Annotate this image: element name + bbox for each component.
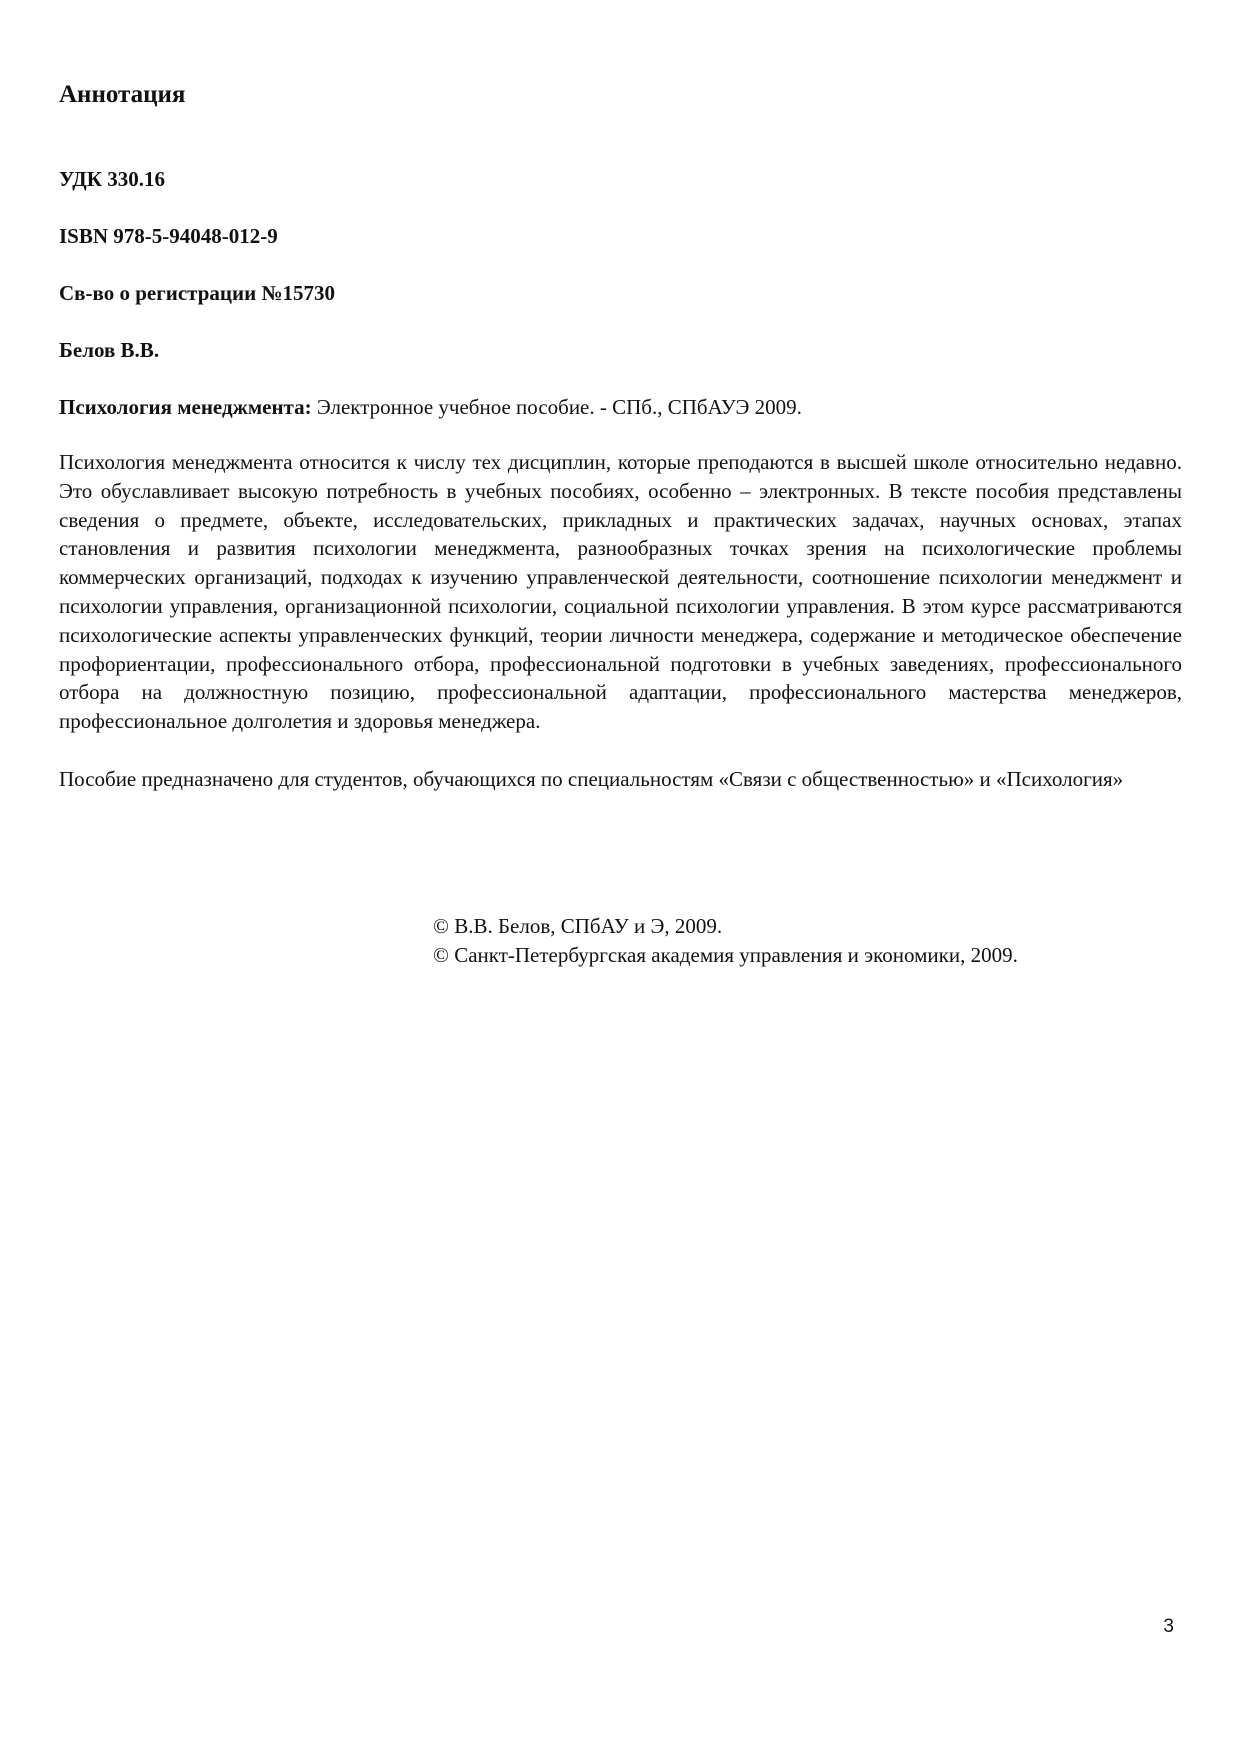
citation-details: Электронное учебное пособие. - СПб., СПбАУЭ 2009. — [311, 395, 802, 419]
copyright-line-academy: © Санкт-Петербургская академия управления и экономики, 2009. — [433, 943, 1018, 967]
page-number: 3 — [1163, 1616, 1174, 1637]
page-title: Аннотация — [59, 81, 186, 108]
isbn-number: ISBN 978-5-94048-012-9 — [59, 224, 278, 248]
abstract-paragraph: Психология менеджмента относится к числу тех дисциплин, которые преподаются в высшей школе относительно недавно. Это обуславливает высокую потребность в учебных пособиях, особенно – электронных. В тексте пособия представлены сведения о предмете, объекте, исследовательских, прикладных и практических задачах, научных основах, этапах становления и развития психологии менеджмента, разнообразных точках зрения на психологические проблемы коммерческих организаций, подходах к изучению управленческой деятельности, соотношение психологии менеджмент и психологии управления, организационной психологии, социальной психологии управления. В этом курсе рассматриваются психологические аспекты управленческих функций, теории личности менеджера, содержание и методическое обеспечение профориентации, профессионального отбора, профессиональной подготовки в учебных заведениях, профессионального отбора на должностную позицию, профессиональной адаптации, профессионального мастерства менеджеров, профессиональное долголетия и здоровья менеджера. — [59, 450, 1182, 734]
citation-title: Психология менеджмента: — [59, 395, 312, 419]
copyright-line-author: © В.В. Белов, СПбАУ и Э, 2009. — [433, 914, 723, 938]
author-name: Белов В.В. — [59, 338, 160, 362]
page-content — [59, 78, 1182, 815]
citation — [59, 393, 1182, 421]
registration-certificate: Св-во о регистрации №15730 — [59, 281, 336, 305]
udk-code: УДК 330.16 — [59, 167, 165, 191]
copyright-block — [433, 912, 1018, 970]
audience-paragraph: Пособие предназначено для студентов, обучающихся по специальностям «Связи с общественностью» и «Психология» — [59, 766, 1124, 791]
